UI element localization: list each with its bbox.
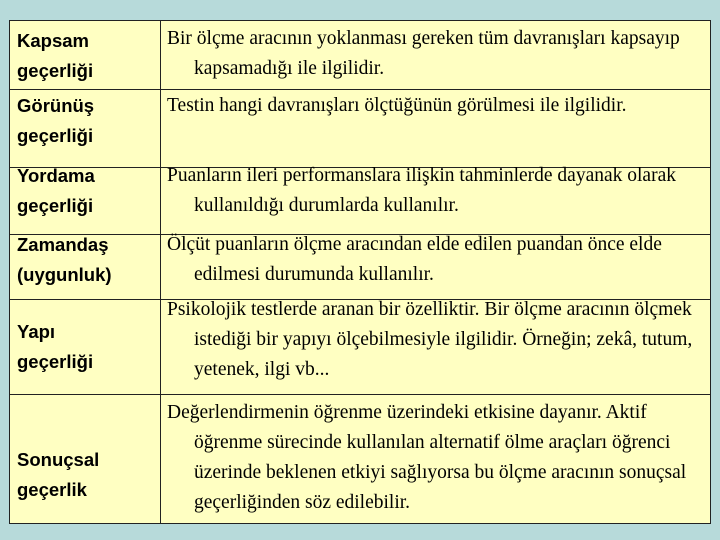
definition-cell: Testin hangi davranışları ölçtüğünün görülmesi ile ilgilidir. xyxy=(167,95,627,116)
term-cell xyxy=(17,161,155,221)
term-line: (uygunluk) xyxy=(17,264,112,285)
definition-cell: Bir ölçme aracının yoklanması gereken tüm davranışları kapsayıp kapsamadığı ile ilgilidir. xyxy=(167,28,680,79)
table-row-yapi xyxy=(10,299,710,395)
term-cell xyxy=(17,91,155,151)
table-row-sonucsal xyxy=(10,394,710,524)
term-line: Görünüş xyxy=(17,95,95,116)
table-row-gorunus xyxy=(10,89,710,168)
definition-cell: Puanların ileri performanslara ilişkin tahminlerde dayanak olarak kullanıldığı durumlarda kullanılır. xyxy=(167,165,676,216)
term-line: geçerlik xyxy=(17,479,87,500)
definition-cell: Değerlendirmenin öğrenme üzerindeki etkisine dayanır. Aktif öğrenme sürecinde kullanılan alternatif ölme araçları öğrenci üzerinde beklenen etkiyi sağlıyorsa bu ölçme aracının sonuçsal geçerliğinden söz edilebilir. xyxy=(167,402,687,513)
term-line: Yordama xyxy=(17,165,95,186)
term-cell xyxy=(17,317,155,377)
definition-cell: Psikolojik testlerde aranan bir özelliktir. Bir ölçme aracının ölçmek istediği bir yapıyı ölçebilmesiyle ilgilidir. Örneğin; zekâ, tutum, yetenek, ilgi vb... xyxy=(167,299,693,380)
term-line: geçerliği xyxy=(17,351,94,372)
term-line: geçerliği xyxy=(17,125,94,146)
table-row-yordama xyxy=(10,167,710,235)
definition-cell: Ölçüt puanların ölçme aracından elde edilen puandan önce elde edilmesi durumunda kullanılır. xyxy=(167,234,662,285)
term-line: Kapsam xyxy=(17,30,89,51)
table-row-zamandas xyxy=(10,234,710,300)
term-line: geçerliği xyxy=(17,60,94,81)
term-cell xyxy=(17,445,155,505)
term-line: Sonuçsal xyxy=(17,449,100,470)
term-line: Zamandaş xyxy=(17,234,109,255)
term-cell xyxy=(17,26,155,86)
validity-types-table xyxy=(9,20,711,524)
term-cell xyxy=(17,230,155,290)
term-line: Yapı xyxy=(17,321,56,342)
term-line: geçerliği xyxy=(17,195,94,216)
table-row-kapsam xyxy=(10,21,710,89)
